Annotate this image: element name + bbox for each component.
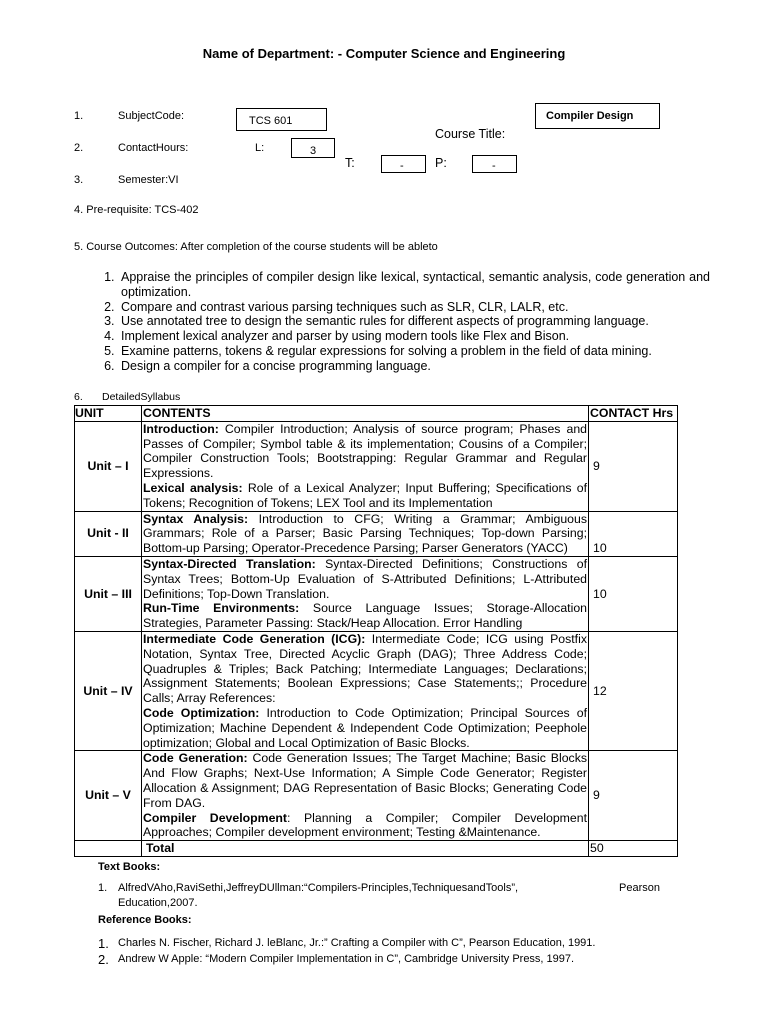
topic-heading: Code Optimization: (143, 705, 260, 720)
semester-label: Semester:VI (118, 174, 179, 186)
unit-cell: Unit – IV (75, 631, 142, 750)
topic-heading: Code Generation: (143, 751, 248, 766)
syllabus-heading: DetailedSyllabus (102, 391, 181, 403)
topic-heading: Run-Time Environments: (143, 601, 300, 616)
contents-cell (142, 511, 589, 556)
topic-text: Intermediate Code; ICG using Postfix Notation, Syntax Tree, Directed Acyclic Graph (DAG); Three Address Code; Quadruples & Triples; Back Patching; Intermediate Languages; Declarations; Assignment Statements; Boolean Expressions; Case Statements;; Procedure Calls; Array References: (143, 631, 587, 706)
contents-cell (142, 631, 589, 750)
list-item: 1. Appraise the principles of compiler design like lexical, syntactical, semantic analysis, code generation and optimization. (118, 270, 710, 300)
topic-heading: Lexical analysis: (143, 480, 243, 495)
table-row (75, 631, 678, 750)
topic-heading: Syntax Analysis: (143, 511, 249, 526)
course-title-value: Compiler Design (535, 103, 660, 129)
topic-text: Introduction to CFG; Writing a Grammar; Ambiguous Grammars; Role of a Parser; Basic Parsing Techniques; Top-down Parsing; Bottom-up Parsing; Operator-Precedence Parsing; Parser Generators (YACC) (143, 511, 587, 556)
topic-heading: Intermediate Code Generation (ICG): (143, 631, 366, 646)
syllabus-table (74, 405, 678, 857)
topic-text: Role of a Lexical Analyzer; Input Buffering; Specifications of Tokens; Recognition of Tokens; LEX Tool and its Implementation (143, 480, 587, 510)
topic-text: Introduction to Code Optimization; Principal Sources of Optimization; Machine Dependent & Independent Code Optimization; Peephole optimization; Global and Local Optimization of Basic Blocks. (143, 705, 588, 750)
t-label: T: (345, 156, 355, 170)
hours-cell: 9 (589, 751, 678, 841)
reference-book-num: 1. (98, 936, 109, 951)
p-value: - (472, 155, 517, 173)
text-book-entry: AlfredVAho,RaviSethi,JeffreyDUllman:“Compilers-Principles,TechniquesandTools”, (118, 882, 519, 894)
unit-cell: Unit – III (75, 556, 142, 631)
total-empty-cell (75, 841, 142, 857)
list-item: 3. Use annotated tree to design the semantic rules for different aspects of programming language. (118, 314, 710, 329)
table-row (75, 751, 678, 841)
topic-text: : Planning a Compiler; Compiler Development Approaches; Compiler development environment; Testing &Maintenance. (143, 810, 587, 840)
total-label: Total (142, 841, 589, 857)
unit-cell: Unit - II (75, 511, 142, 556)
list-item: 6. Design a compiler for a concise programming language. (118, 359, 710, 374)
subject-code-value: TCS 601 (236, 108, 327, 131)
reference-books-label: Reference Books: (98, 914, 192, 926)
t-value: - (381, 155, 426, 173)
contents-cell (142, 751, 589, 841)
list-item: 4. Implement lexical analyzer and parser by using modern tools like Flex and Bison. (118, 329, 710, 344)
topic-heading: Compiler Development (143, 810, 288, 825)
reference-book-num: 2. (98, 952, 109, 967)
syllabus-num: 6. (74, 391, 83, 403)
topic-text: Source Language Issues; Storage-Allocation Strategies, Parameter Passing: Stack/Heap Allocation. Error Handling (143, 601, 588, 631)
hours-cell: 10 (589, 556, 678, 631)
contact-hours-label: ContactHours: (118, 142, 189, 154)
total-value: 50 (589, 841, 678, 857)
hours-cell: 12 (589, 631, 678, 750)
hours-cell: 9 (589, 421, 678, 511)
header-contents: CONTENTS (142, 406, 589, 422)
subject-code-label: SubjectCode: (118, 110, 185, 122)
text-book-entry-cont: Education,2007. (118, 897, 198, 909)
text-book-num: 1. (98, 882, 108, 894)
field-num-2: 2. (74, 142, 84, 154)
reference-book-entry: Charles N. Fischer, Richard J. leBlanc, Jr.:” Crafting a Compiler with C”, Pearson Education, 1991. (118, 937, 596, 949)
field-num-3: 3. (74, 174, 84, 186)
table-total-row (75, 841, 678, 857)
course-outcomes-list (76, 270, 710, 374)
department-title: Name of Department: - Computer Science and Engineering (202, 46, 566, 61)
table-row (75, 421, 678, 511)
text-books-label: Text Books: (98, 861, 161, 873)
prerequisite: 4. Pre-requisite: TCS-402 (74, 204, 199, 216)
l-label: L: (255, 142, 265, 154)
list-item: 5. Examine patterns, tokens & regular expressions for solving a problem in the field of data mining. (118, 344, 710, 359)
header-unit: UNIT (75, 406, 142, 422)
unit-cell: Unit – V (75, 751, 142, 841)
topic-heading: Syntax-Directed Translation: (143, 556, 316, 571)
header-hours: CONTACT Hrs (589, 406, 678, 422)
p-label: P: (435, 156, 447, 170)
l-value: 3 (291, 138, 335, 158)
topic-text: Syntax-Directed Definitions; Constructions of Syntax Trees; Bottom-Up Evaluation of S-Attributed Definitions; L-Attributed Definitions; Top-Down Translation. (143, 556, 587, 601)
list-item: 2. Compare and contrast various parsing techniques such as SLR, CLR, LALR, etc. (118, 300, 710, 315)
table-row (75, 556, 678, 631)
text-book-publisher: Pearson (619, 882, 660, 894)
table-row (75, 511, 678, 556)
field-num-1: 1. (74, 110, 84, 122)
hours-cell: 10 (589, 511, 678, 556)
topic-text: Code Generation Issues; The Target Machine; Basic Blocks And Flow Graphs; Next-Use Information; A Simple Code Generator; Register Allocation & Assignment; DAG Representation of Basic Blocks; Generating Code From DAG. (143, 751, 587, 810)
reference-book-entry: Andrew W Apple: “Modern Compiler Implementation in C”, Cambridge University Press, 1997. (118, 953, 575, 965)
course-outcomes-intro: 5. Course Outcomes: After completion of the course students will be ableto (74, 241, 438, 253)
topic-text: Compiler Introduction; Analysis of source program; Phases and Passes of Compiler; Symbol table & its implementation; Cousins of a Compiler; Compiler Construction Tools; Bootstrapping: Regular Grammar and Regular Expressions. (143, 421, 587, 481)
unit-cell: Unit – I (75, 421, 142, 511)
contents-cell (142, 556, 589, 631)
course-title-label: Course Title: (435, 127, 506, 141)
topic-heading: Introduction: (143, 421, 219, 436)
table-header-row (75, 406, 678, 422)
contents-cell (142, 421, 589, 511)
